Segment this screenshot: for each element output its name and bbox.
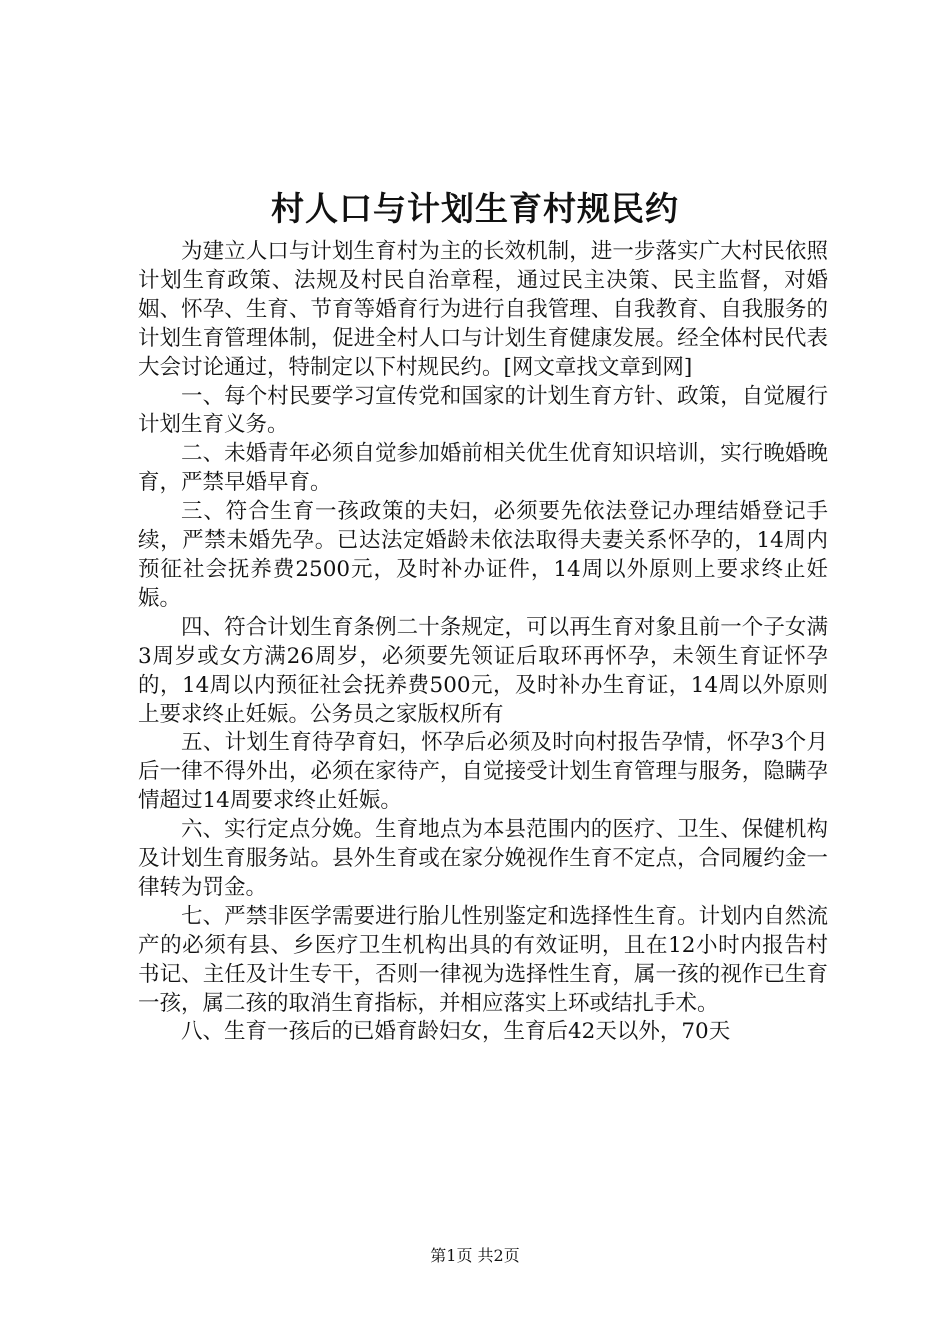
paragraph-article-5: 五、计划生育待孕育妇，怀孕后必须及时向村报告孕情，怀孕3个月后一律不得外出，必须在家待产，自觉接受计划生育管理与服务，隐瞒孕情超过14周要求终止妊娠。 <box>138 730 828 814</box>
document-body <box>138 238 828 1047</box>
paragraph-article-2: 二、未婚青年必须自觉参加婚前相关优生优育知识培训，实行晚婚晚育，严禁早婚早育。 <box>138 441 828 496</box>
paragraph-article-7: 七、严禁非医学需要进行胎儿性别鉴定和选择性生育。计划内自然流产的必须有县、乡医疗卫生机构出具的有效证明，且在12小时内报告村书记、主任及计生专干，否则一律视为选择性生育，属一孩的视作已生育一孩，属二孩的取消生育指标，并相应落实上环或结扎手术。 <box>138 903 828 1016</box>
document-title: 村人口与计划生育村规民约 <box>271 189 679 228</box>
paragraph-article-6: 六、实行定点分娩。生育地点为本县范围内的医疗、卫生、保健机构及计划生育服务站。县外生育或在家分娩视作生育不定点，合同履约金一律转为罚金。 <box>138 817 828 900</box>
paragraph-article-4: 四、符合计划生育条例二十条规定，可以再生育对象且前一个子女满3周岁或女方满26周岁，必须要先领证后取环再怀孕，未领生育证怀孕的，14周以内预征社会抚养费500元，及时补办生育证，14周以外原则上要求终止妊娠。公务员之家版权所有 <box>138 614 828 727</box>
page-number-footer: 第1页 共2页 <box>430 1246 520 1265</box>
paragraph-article-8: 八、生育一孩后的已婚育龄妇女，生育后42天以外，70天 <box>181 1019 731 1045</box>
paragraph-article-1: 一、每个村民要学习宣传党和国家的计划生育方针、政策，自觉履行计划生育义务。 <box>138 383 828 438</box>
paragraph-intro: 为建立人口与计划生育村为主的长效机制，进一步落实广大村民依照计划生育政策、法规及村民自治章程，通过民主决策、民主监督，对婚姻、怀孕、生育、节育等婚育行为进行自我管理、自我教育、自我服务的计划生育管理体制，促进全村人口与计划生育健康发展。经全体村民代表大会讨论通过，特制定以下村规民约。[网文章找文章到网] <box>138 239 828 380</box>
paragraph-article-3: 三、符合生育一孩政策的夫妇，必须要先依法登记办理结婚登记手续，严禁未婚先孕。已达法定婚龄未依法取得夫妻关系怀孕的，14周内预征社会抚养费2500元，及时补办证件，14周以外原则上要求终止妊娠。 <box>138 499 828 611</box>
